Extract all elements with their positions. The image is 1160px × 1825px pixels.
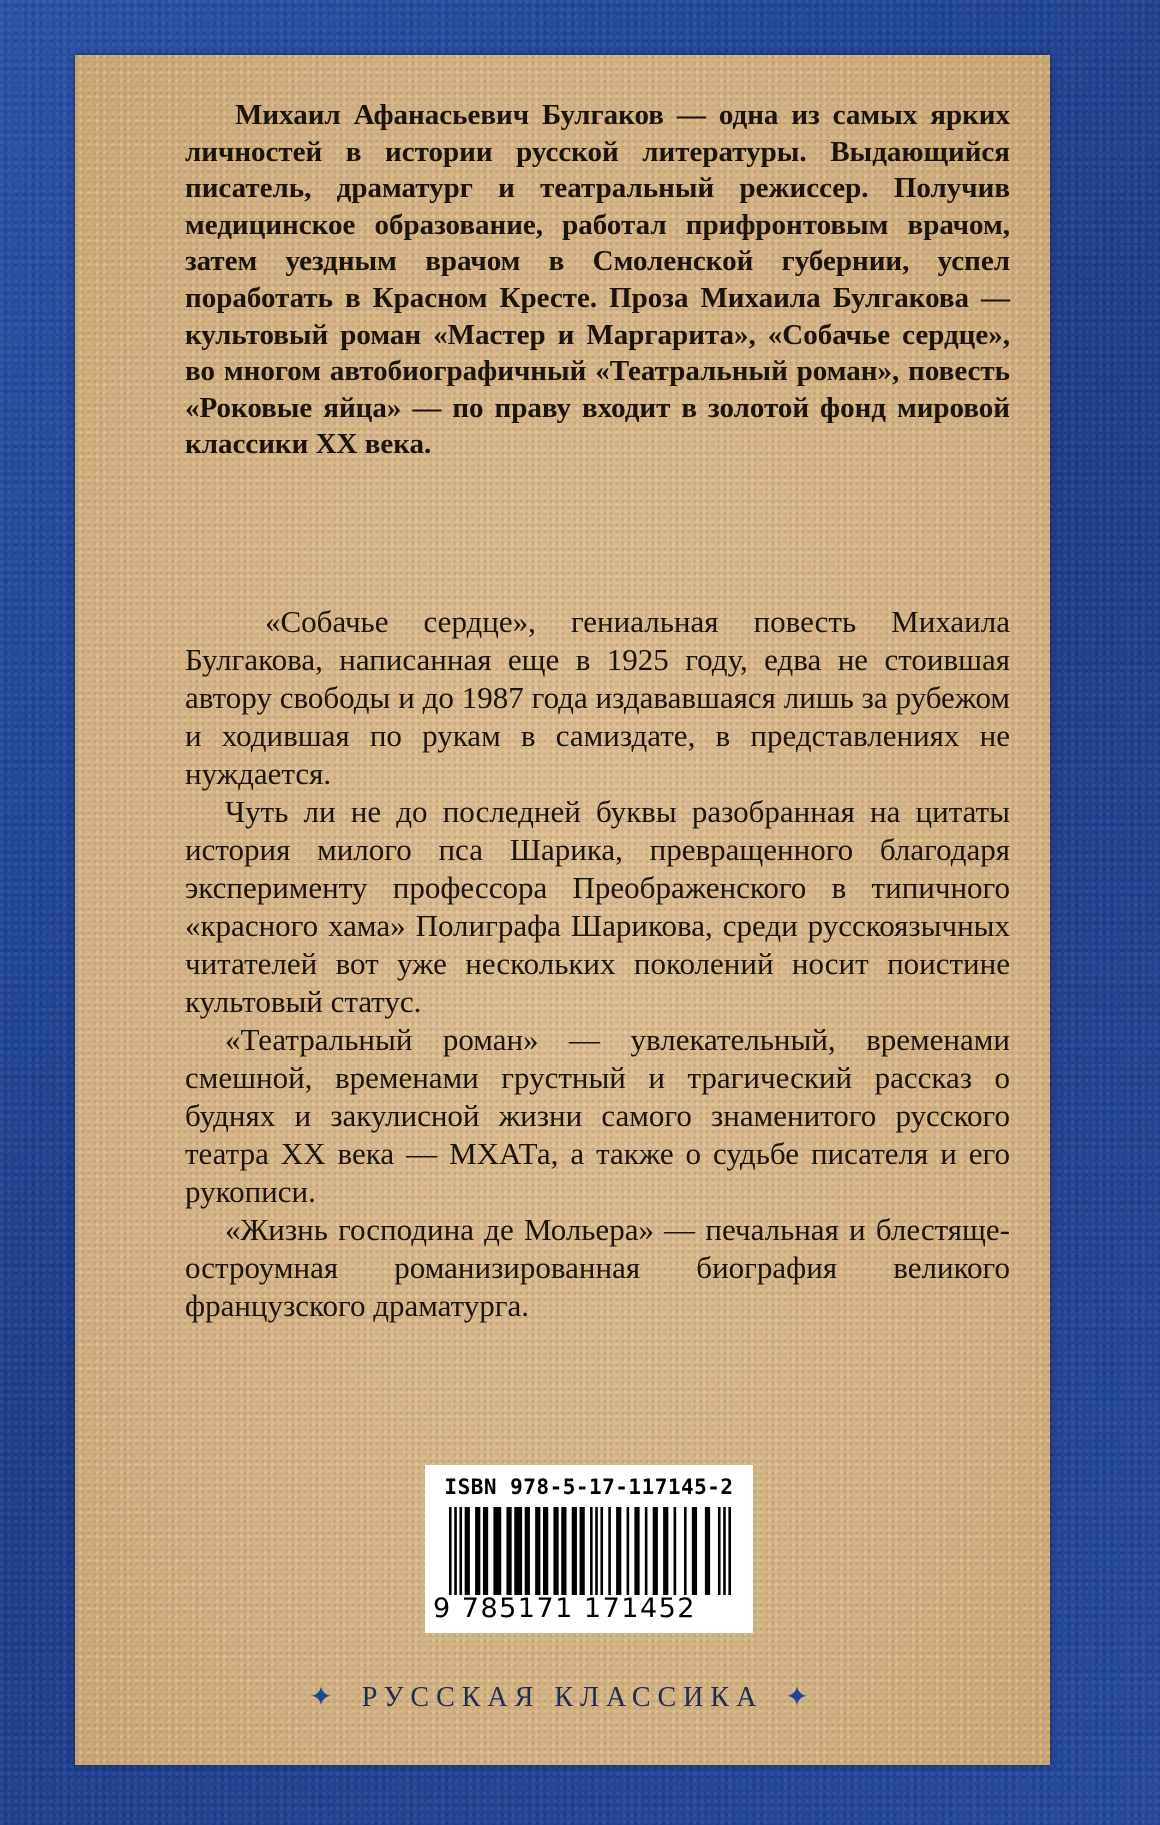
barcode-bar: [514, 1507, 522, 1595]
barcode-bar: [493, 1507, 501, 1595]
barcode-bar: [728, 1507, 731, 1595]
barcode-bar: [590, 1507, 593, 1595]
barcode-bar: [645, 1507, 648, 1595]
barcode-bar: [653, 1507, 658, 1595]
description-paragraph-2: Чуть ли не до последней буквы разобранная на цитаты история милого пса Шарика, превращенного благодаря эксперименту профессора Преображенского в типичного «красного хама» Полиграфа Шарикова, среди русскоязычных читателей вот уже нескольких поколений носит поистине культовый статус.: [185, 794, 1010, 1019]
series-name: РУССКАЯ КЛАССИКА: [361, 1682, 764, 1713]
barcode-bar: [553, 1507, 558, 1595]
barcode-bar: [572, 1507, 577, 1595]
barcode-bars: [449, 1507, 731, 1595]
barcode-digits: 9 785171 171452: [433, 1593, 696, 1624]
barcode-bar: [506, 1507, 511, 1595]
annotation-paragraph: Михаил Афанасьевич Булгаков — одна из самых ярких личностей в истории русской литературы. Выдающийся писатель, драматург и театральный режиссер. Получив медицинское образование, работал прифронтовым врачом, затем уездным врачом в Смоленской губернии, успел поработать в Красном Кресте. Проза Михаила Булгакова — культовый роман «Мастер и Маргарита», «Собачье сердце», во многом автобиографичный «Театральный роман», повесть «Роковые яйца» — по праву входит в золотой фонд мировой классики XX века.: [185, 99, 1010, 461]
barcode-bar: [705, 1507, 710, 1595]
description-paragraph-3: «Театральный роман» — увлекательный, временами смешной, временами грустный и трагический рассказ о буднях и закулисной жизни самого знаменитого русского театра XX века — МХАТа, а также о судьбе писателя и его рукописи.: [185, 1022, 1010, 1209]
parchment-panel: [75, 55, 1050, 1765]
book-description: [185, 603, 1010, 1325]
barcode-bar: [465, 1507, 470, 1595]
isbn-label: ISBN 978-5-17-117145-2: [444, 1475, 734, 1499]
isbn-barcode: [425, 1465, 753, 1633]
barcode-bar: [525, 1507, 530, 1595]
barcode-bar: [663, 1507, 668, 1595]
barcode-bar: [608, 1507, 611, 1595]
barcode-bar: [684, 1507, 687, 1595]
barcode-bar: [723, 1507, 726, 1595]
barcode-bar: [600, 1507, 603, 1595]
barcode-bar: [718, 1507, 721, 1595]
barcode-bar: [483, 1507, 488, 1595]
barcode-bar: [459, 1507, 462, 1595]
barcode-bar: [561, 1507, 566, 1595]
barcode-bar: [634, 1507, 639, 1595]
ornament-star-right-icon: ✦: [785, 1682, 816, 1713]
barcode-bar: [580, 1507, 585, 1595]
author-annotation: [185, 97, 1010, 463]
barcode-bar: [449, 1507, 452, 1595]
barcode-bar: [674, 1507, 677, 1595]
description-paragraph-1: «Собачье сердце», гениальная повесть Михаила Булгакова, написанная еще в 1925 году, едва не стоившая автору свободы и до 1987 года издававшаяся лишь за рубежом и ходившая по рукам в самиздате, в представлениях не нуждается.: [185, 604, 1010, 791]
series-banner: [75, 1680, 1050, 1714]
barcode-bar: [475, 1507, 480, 1595]
ornament-star-left-icon: ✦: [309, 1682, 340, 1713]
description-paragraph-4: «Жизнь господина де Мольера» — печальная и блестяще-остроумная романизированная биография великого французского драматурга.: [185, 1212, 1010, 1323]
barcode-bar: [543, 1507, 548, 1595]
barcode-bar: [595, 1507, 598, 1595]
barcode-bar: [616, 1507, 621, 1595]
barcode-bar: [627, 1507, 630, 1595]
barcode-bar: [692, 1507, 697, 1595]
barcode-bar: [454, 1507, 457, 1595]
barcode-bar: [535, 1507, 540, 1595]
